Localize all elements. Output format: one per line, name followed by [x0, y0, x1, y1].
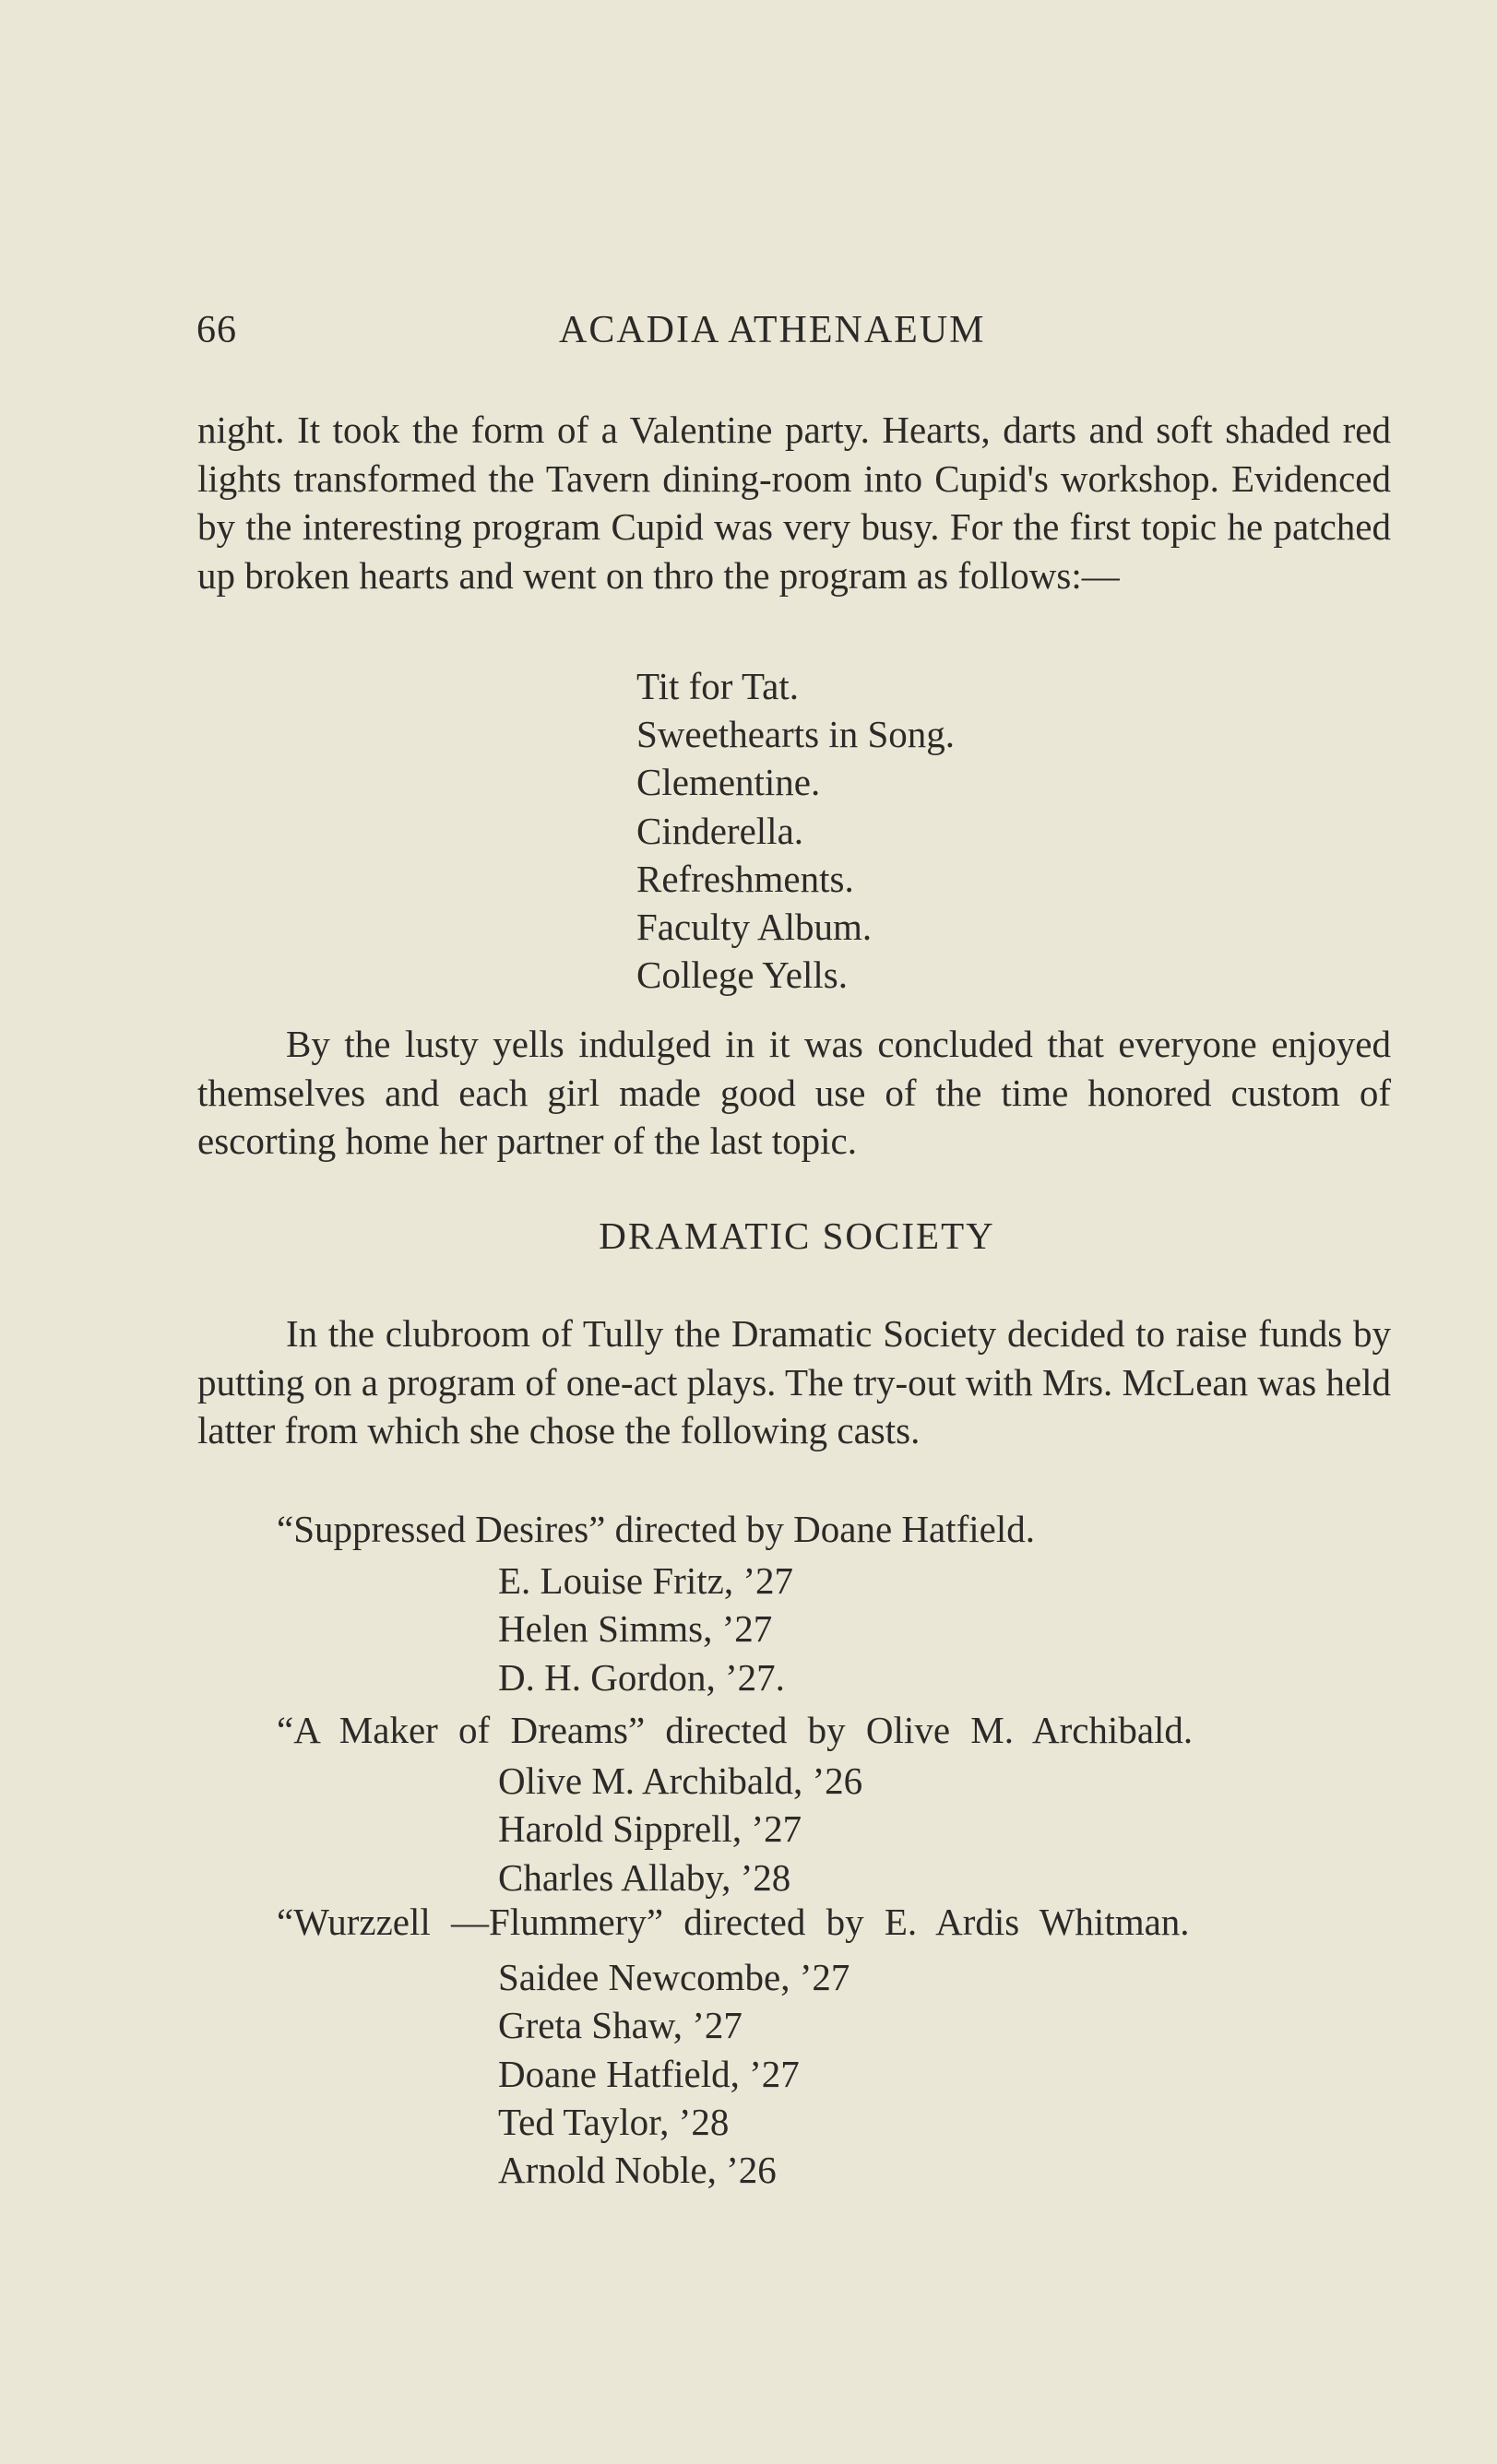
cast-list	[498, 1953, 849, 2194]
cast-list	[498, 1557, 793, 1701]
paragraph-lusty-yells: By the lusty yells indulged in it was concluded that everyone enjoyed themselves and each girl made good use of the time honored custom of escorting home her partner of the last topic.	[197, 1023, 1391, 1162]
cast-member: Ted Taylor, ’28	[498, 2100, 730, 2143]
program-item: College Yells.	[636, 954, 848, 997]
program-item: Faculty Album.	[636, 906, 873, 949]
paragraph-dramatic-society: In the clubroom of Tully the Dramatic Society decided to raise funds by putting on a program of one-act plays. The try-out with Mrs. McLean was held latter from which she chose the following casts.	[197, 1312, 1391, 1451]
cast-member: Olive M. Archibald, ’26	[498, 1759, 863, 1802]
section-heading: DRAMATIC SOCIETY	[599, 1214, 995, 1257]
page-number: 66	[196, 309, 237, 351]
cast-member: Arnold Noble, ’26	[498, 2149, 777, 2192]
program-item: Tit for Tat.	[636, 665, 799, 707]
program-item: Sweethearts in Song.	[636, 713, 956, 756]
program-list	[636, 662, 955, 999]
cast-list	[498, 1757, 862, 1901]
cast-member: D. H. Gordon, ’27.	[498, 1655, 785, 1699]
cast-member: Saidee Newcombe, ’27	[498, 1956, 850, 1998]
page-header	[196, 308, 1388, 354]
program-item: Cinderella.	[636, 809, 804, 852]
cast-member: Doane Hatfield, ’27	[498, 2052, 800, 2095]
play-title: “Suppressed Desires” directed by Doane Hatfield.	[277, 1508, 1035, 1550]
program-item: Refreshments.	[636, 857, 854, 900]
cast-member: Charles Allaby, ’28	[498, 1855, 791, 1899]
play-title: “Wurzzell —Flummery” directed by E. Ardis Whitman.	[277, 1901, 1190, 1943]
cast-member: E. Louise Fritz, ’27	[498, 1559, 793, 1602]
running-title: ACADIA ATHENAEUM	[559, 309, 986, 351]
cast-member: Harold Sipprell, ’27	[498, 1807, 802, 1851]
cast-member: Helen Simms, ’27	[498, 1607, 773, 1651]
cast-member: Greta Shaw, ’27	[498, 2004, 743, 2047]
program-item: Clementine.	[636, 761, 821, 804]
play-title: “A Maker of Dreams” directed by Olive M. Archibald.	[277, 1709, 1194, 1751]
paragraph-valentine-party: night. It took the form of a Valentine party. Hearts, darts and soft shaded red lights transformed the Tavern dining-room into Cupid's workshop. Evidenced by the interesting program Cupid was very busy. For the first topic he patched up broken hearts and went on thro the program as follows:—	[197, 409, 1391, 597]
